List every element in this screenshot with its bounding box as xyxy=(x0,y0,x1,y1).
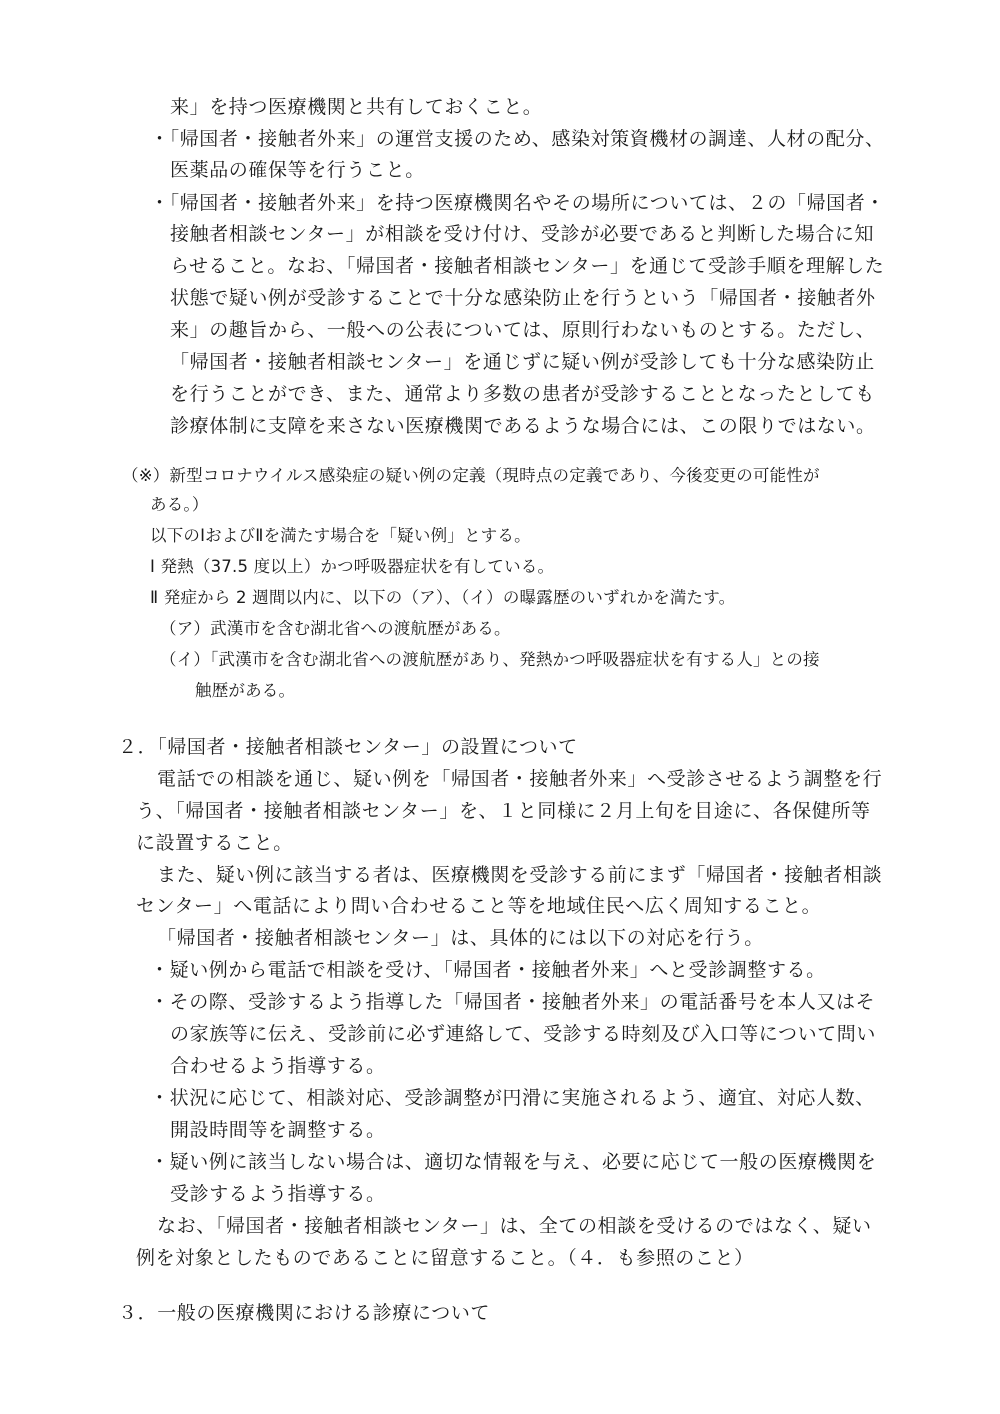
text-line: を行うことができ、また、通常より多数の患者が受診することとなったとしても xyxy=(170,383,875,405)
text-line: 医薬品の確保等を行うこと。 xyxy=(170,159,425,181)
bullet-item: ・「帰国者・接触者外来」を持つ医療機関名やその場所については、２の「帰国者・ xyxy=(150,192,885,214)
text-line: 状態で疑い例が受診することで十分な感染防止を行うという「帰国者・接触者外 xyxy=(170,287,876,309)
bullet-item: ・疑い例に該当しない場合は、適切な情報を与え、必要に応じて一般の医療機関を xyxy=(150,1151,877,1173)
text-line: 「帰国者・接触者相談センター」は、具体的には以下の対応を行う。 xyxy=(157,927,764,949)
text-line: らせること。なお、「帰国者・接触者相談センター」を通じて受診手順を理解した xyxy=(170,255,885,277)
text-line: う、「帰国者・接触者相談センター」を、１と同様に２月上旬を目途に、各保健所等 xyxy=(136,800,871,822)
text-line: 接触者相談センター」が相談を受け付け、受診が必要であると判断した場合に知 xyxy=(170,223,875,245)
bullet-item: ・疑い例から電話で相談を受け、「帰国者・接触者外来」へと受診調整する。 xyxy=(150,959,826,981)
text-line: に設置すること。 xyxy=(136,832,293,854)
text-line: の家族等に伝え、受診前に必ず連絡して、受診する時刻及び入口等について問い xyxy=(170,1023,876,1045)
text-line: 電話での相談を通じ、疑い例を「帰国者・接触者外来」へ受診させるよう調整を行 xyxy=(157,768,883,790)
bullet-item: ・その際、受診するよう指導した「帰国者・接触者外来」の電話番号を本人又はそ xyxy=(150,991,876,1013)
text-line: 開設時間等を調整する。 xyxy=(170,1119,386,1141)
text-line: センター」へ電話により問い合わせること等を地域住民へ広く周知すること。 xyxy=(136,895,822,917)
section-heading: ３．一般の医療機関における診療について xyxy=(118,1302,491,1324)
list-item: Ⅱ 発症から 2 週間以内に、以下の（ア）、（イ）の曝露歴のいずれかを満たす。 xyxy=(150,588,736,607)
text-line: 合わせるよう指導する。 xyxy=(170,1055,386,1077)
text-line: 診療体制に支障を来さない医療機関であるような場合には、この限りではない。 xyxy=(170,415,876,437)
text-line: なお、「帰国者・接触者相談センター」は、全ての相談を受けるのではなく、疑い xyxy=(157,1215,872,1237)
text-line: 以下のⅠおよびⅡを満たす場合を「疑い例」とする。 xyxy=(150,526,531,545)
list-item: Ⅰ 発熱（37.5 度以上）かつ呼吸器症状を有している。 xyxy=(150,557,555,576)
text-line: 例を対象としたものであることに留意すること。（４．も参照のこと） xyxy=(136,1247,754,1269)
bullet-item: ・「帰国者・接触者外来」の運営支援のため、感染対策資機材の調達、人材の配分、 xyxy=(150,128,885,150)
section-heading: ２．「帰国者・接触者相談センター」の設置について xyxy=(118,736,578,758)
text-line: 来」の趣旨から、一般への公表については、原則行わないものとする。ただし、 xyxy=(170,319,876,341)
list-item: （ア）武漢市を含む湖北省への渡航歴がある。 xyxy=(160,619,511,638)
text-line: 「帰国者・接触者相談センター」を通じずに疑い例が受診しても十分な感染防止 xyxy=(170,351,875,373)
bullet-item: ・状況に応じて、相談対応、受診調整が円滑に実施されるよう、適宜、対応人数、 xyxy=(150,1087,875,1109)
text-line: また、疑い例に該当する者は、医療機関を受診する前にまず「帰国者・接触者相談 xyxy=(157,864,883,886)
text-line: 触歴がある。 xyxy=(195,681,296,700)
text-line: ある。） xyxy=(150,495,209,514)
note-heading: （※）新型コロナウイルス感染症の疑い例の定義（現時点の定義であり、今後変更の可能性が xyxy=(122,466,820,485)
text-line: 受診するよう指導する。 xyxy=(170,1183,386,1205)
list-item: （イ）「武漢市を含む湖北省への渡航歴があり、発熱かつ呼吸器症状を有する人」との接 xyxy=(160,650,820,669)
text-line: 来」を持つ医療機関と共有しておくこと。 xyxy=(170,96,543,118)
